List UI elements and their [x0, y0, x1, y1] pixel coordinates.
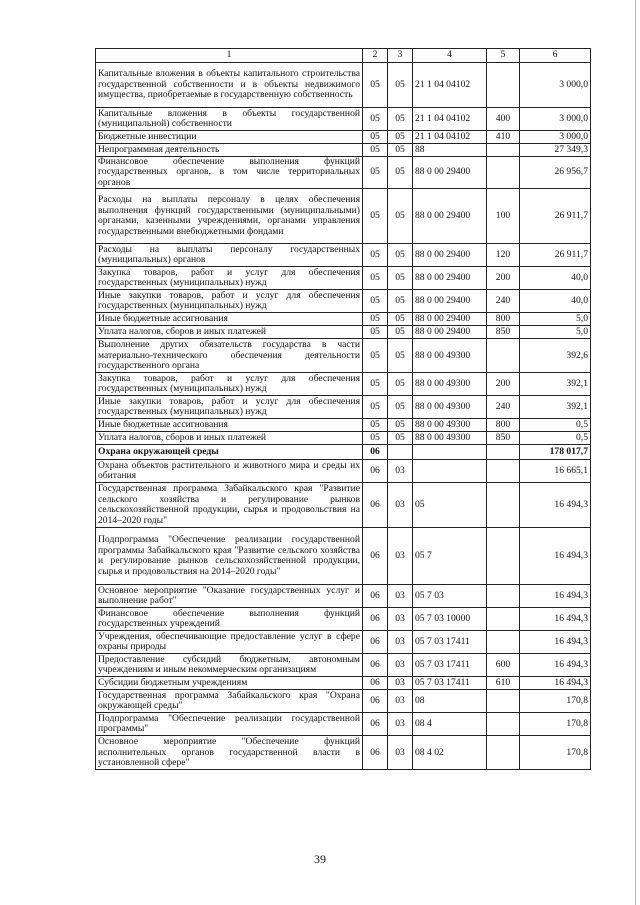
row-target-article: 88 0 00 49300 [413, 419, 487, 432]
row-section: 06 [363, 654, 388, 677]
table-row [96, 326, 591, 339]
row-name: Иные закупки товаров, работ и услуг для обеспечения государственных (муниципальных) нужд [96, 396, 363, 419]
row-name: Иные закупки товаров, работ и услуг для обеспечения государственных (муниципальных) нужд [96, 290, 363, 313]
row-expense-type [487, 63, 520, 108]
row-target-article: 05 7 03 [413, 585, 487, 608]
row-amount: 5,0 [520, 313, 591, 326]
row-expense-type [487, 585, 520, 608]
row-expense-type: 400 [487, 108, 520, 131]
row-subsection: 03 [388, 585, 413, 608]
table-row [96, 432, 591, 445]
row-name: Финансовое обеспечение выполнения функций государственных органов, в том числе территориальных органов [96, 157, 363, 189]
row-subsection: 03 [388, 713, 413, 736]
row-subsection: 05 [388, 131, 413, 144]
row-name: Предоставление субсидий бюджетным, автономным учреждениям и иным некоммерческим организациям [96, 654, 363, 677]
row-subsection: 05 [388, 373, 413, 396]
row-subsection: 05 [388, 267, 413, 290]
row-section: 05 [363, 373, 388, 396]
row-subsection: 05 [388, 419, 413, 432]
table-row [96, 713, 591, 736]
row-section: 05 [363, 290, 388, 313]
row-target-article: 88 0 00 49300 [413, 373, 487, 396]
row-target-article: 08 4 [413, 713, 487, 736]
row-target-article: 08 [413, 690, 487, 713]
row-target-article: 88 0 00 29400 [413, 267, 487, 290]
row-target-article: 88 0 00 49300 [413, 339, 487, 373]
row-target-article: 05 7 [413, 528, 487, 585]
row-expense-type [487, 445, 520, 460]
table-row [96, 460, 591, 483]
row-section: 06 [363, 608, 388, 631]
row-target-article: 05 7 03 10000 [413, 608, 487, 631]
row-target-article: 88 0 00 29400 [413, 313, 487, 326]
page-edge-shadow [635, 0, 636, 905]
table-row [96, 244, 591, 267]
row-amount: 40,0 [520, 267, 591, 290]
row-subsection: 03 [388, 460, 413, 483]
row-name: Учреждения, обеспечивающие предоставление услуг в сфере охраны природы [96, 631, 363, 654]
row-section: 05 [363, 267, 388, 290]
row-name: Иные бюджетные ассигнования [96, 313, 363, 326]
row-name: Уплата налогов, сборов и иных платежей [96, 432, 363, 445]
row-expense-type [487, 144, 520, 157]
row-section: 06 [363, 677, 388, 690]
row-expense-type [487, 713, 520, 736]
row-subsection: 05 [388, 157, 413, 189]
row-section: 06 [363, 483, 388, 528]
row-section: 06 [363, 585, 388, 608]
row-amount: 170,8 [520, 690, 591, 713]
table-row [96, 419, 591, 432]
table-row [96, 528, 591, 585]
row-target-article: 21 1 04 04102 [413, 108, 487, 131]
table-row [96, 483, 591, 528]
row-subsection: 03 [388, 528, 413, 585]
row-name: Капитальные вложения в объекты капитального строительства государственной собственности и в объекты недвижимого имущества, приобретаемые в государственную собственность [96, 63, 363, 108]
row-subsection: 03 [388, 631, 413, 654]
row-amount: 16 494,3 [520, 608, 591, 631]
table-row [96, 631, 591, 654]
table-row [96, 144, 591, 157]
row-expense-type: 850 [487, 432, 520, 445]
row-section: 06 [363, 713, 388, 736]
row-name: Непрограммная деятельность [96, 144, 363, 157]
header-cell: 1 [96, 49, 363, 63]
row-amount: 178 017,7 [520, 445, 591, 460]
row-amount: 3 000,0 [520, 131, 591, 144]
table-row [96, 736, 591, 770]
header-row [96, 49, 591, 63]
table-row [96, 373, 591, 396]
row-target-article: 88 0 00 29400 [413, 290, 487, 313]
row-amount: 16 494,3 [520, 528, 591, 585]
row-subsection: 05 [388, 313, 413, 326]
row-section: 05 [363, 131, 388, 144]
table-row [96, 290, 591, 313]
row-section: 05 [363, 326, 388, 339]
row-name: Уплата налогов, сборов и иных платежей [96, 326, 363, 339]
row-section: 05 [363, 63, 388, 108]
row-expense-type: 200 [487, 373, 520, 396]
table-row [96, 608, 591, 631]
row-target-article [413, 460, 487, 483]
row-target-article: 05 7 03 17411 [413, 677, 487, 690]
row-subsection: 05 [388, 339, 413, 373]
row-amount: 3 000,0 [520, 108, 591, 131]
row-target-article: 08 4 02 [413, 736, 487, 770]
row-amount: 16 494,3 [520, 483, 591, 528]
row-target-article: 88 0 00 29400 [413, 189, 487, 244]
row-name: Капитальные вложения в объекты государственной (муниципальной) собственности [96, 108, 363, 131]
row-subsection: 05 [388, 326, 413, 339]
row-subsection: 03 [388, 654, 413, 677]
table-row [96, 445, 591, 460]
row-target-article: 88 0 00 29400 [413, 157, 487, 189]
budget-table-container [95, 48, 590, 770]
row-amount: 170,8 [520, 713, 591, 736]
table-row [96, 131, 591, 144]
table-row [96, 585, 591, 608]
row-subsection: 05 [388, 432, 413, 445]
table-row [96, 267, 591, 290]
row-amount: 5,0 [520, 326, 591, 339]
row-subsection: 03 [388, 608, 413, 631]
table-row [96, 396, 591, 419]
row-expense-type [487, 528, 520, 585]
header-cell: 2 [363, 49, 388, 63]
row-name: Бюджетные инвестиции [96, 131, 363, 144]
row-target-article: 88 0 00 49300 [413, 396, 487, 419]
row-subsection: 03 [388, 483, 413, 528]
table-row [96, 654, 591, 677]
row-amount: 16 494,3 [520, 631, 591, 654]
row-expense-type [487, 631, 520, 654]
row-target-article [413, 445, 487, 460]
row-name: Выполнение других обязательств государства в части материально-технического обеспечения деятельности государственного органа [96, 339, 363, 373]
row-section: 06 [363, 736, 388, 770]
row-target-article: 88 0 00 29400 [413, 326, 487, 339]
row-amount: 3 000,0 [520, 63, 591, 108]
table-row [96, 313, 591, 326]
row-section: 05 [363, 339, 388, 373]
row-target-article: 05 7 03 17411 [413, 654, 487, 677]
row-subsection: 05 [388, 189, 413, 244]
row-amount: 16 494,3 [520, 585, 591, 608]
row-name: Государственная программа Забайкальского края "Развитие сельского хозяйства и регулирование рынков сельскохозяйственной продукции, сырья и продовольствия на 2014–2020 годы" [96, 483, 363, 528]
row-subsection: 05 [388, 144, 413, 157]
row-subsection: 05 [388, 290, 413, 313]
row-target-article: 21 1 04 04102 [413, 63, 487, 108]
row-amount: 0,5 [520, 419, 591, 432]
row-expense-type [487, 483, 520, 528]
row-subsection: 05 [388, 396, 413, 419]
row-amount: 26 911,7 [520, 244, 591, 267]
row-name: Государственная программа Забайкальского края "Охрана окружающей среды" [96, 690, 363, 713]
table-row [96, 189, 591, 244]
row-subsection: 03 [388, 677, 413, 690]
row-subsection: 05 [388, 244, 413, 267]
header-cell: 4 [413, 49, 487, 63]
row-expense-type [487, 157, 520, 189]
row-section: 05 [363, 313, 388, 326]
row-section: 05 [363, 108, 388, 131]
row-target-article: 21 1 04 04102 [413, 131, 487, 144]
row-target-article: 88 0 00 49300 [413, 432, 487, 445]
row-expense-type: 800 [487, 313, 520, 326]
budget-table [95, 48, 591, 770]
row-name: Подпрограмма "Обеспечение реализации государственной программы" [96, 713, 363, 736]
row-expense-type: 200 [487, 267, 520, 290]
row-amount: 40,0 [520, 290, 591, 313]
row-subsection: 03 [388, 690, 413, 713]
row-section: 05 [363, 144, 388, 157]
row-expense-type: 610 [487, 677, 520, 690]
row-expense-type: 120 [487, 244, 520, 267]
row-amount: 16 665,1 [520, 460, 591, 483]
row-name: Основное мероприятие "Обеспечение функций исполнительных органов государственной власти в установленной сфере" [96, 736, 363, 770]
row-section: 05 [363, 189, 388, 244]
row-section: 05 [363, 157, 388, 189]
row-amount: 26 911,7 [520, 189, 591, 244]
row-name: Основное мероприятие "Оказание государственных услуг и выполнение работ" [96, 585, 363, 608]
row-amount: 26 956,7 [520, 157, 591, 189]
row-section: 06 [363, 690, 388, 713]
row-amount: 392,1 [520, 373, 591, 396]
row-expense-type: 100 [487, 189, 520, 244]
row-expense-type [487, 339, 520, 373]
row-amount: 392,1 [520, 396, 591, 419]
row-section: 06 [363, 445, 388, 460]
row-name: Расходы на выплаты персоналу государственных (муниципальных) органов [96, 244, 363, 267]
row-name: Подпрограмма "Обеспечение реализации государственной программы Забайкальского края "Развитие сельского хозяйства и регулирование рынков сельскохозяйственной продукции, сырья и продовольствия на 2014–2020 годы" [96, 528, 363, 585]
header-cell: 3 [388, 49, 413, 63]
row-target-article: 05 [413, 483, 487, 528]
row-name: Иные бюджетные ассигнования [96, 419, 363, 432]
row-expense-type: 410 [487, 131, 520, 144]
table-row [96, 339, 591, 373]
table-row [96, 108, 591, 131]
table-row [96, 690, 591, 713]
row-expense-type: 240 [487, 396, 520, 419]
row-name: Субсидии бюджетным учреждениям [96, 677, 363, 690]
row-amount: 0,5 [520, 432, 591, 445]
row-expense-type [487, 460, 520, 483]
row-section: 05 [363, 244, 388, 267]
row-amount: 170,8 [520, 736, 591, 770]
row-subsection: 05 [388, 108, 413, 131]
row-subsection: 05 [388, 63, 413, 108]
row-target-article: 88 0 00 29400 [413, 244, 487, 267]
row-name: Финансовое обеспечение выполнения функций государственных учреждений [96, 608, 363, 631]
header-cell: 6 [520, 49, 591, 63]
row-expense-type: 600 [487, 654, 520, 677]
row-name: Охрана окружающей среды [96, 445, 363, 460]
header-cell: 5 [487, 49, 520, 63]
row-section: 06 [363, 460, 388, 483]
row-subsection: 03 [388, 736, 413, 770]
table-row [96, 63, 591, 108]
row-expense-type: 240 [487, 290, 520, 313]
row-amount: 16 494,3 [520, 677, 591, 690]
row-amount: 16 494,3 [520, 654, 591, 677]
row-section: 06 [363, 528, 388, 585]
row-amount: 27 349,3 [520, 144, 591, 157]
table-row [96, 677, 591, 690]
row-subsection [388, 445, 413, 460]
row-target-article: 05 7 03 17411 [413, 631, 487, 654]
table-row [96, 157, 591, 189]
row-name: Расходы на выплаты персоналу в целях обеспечения выполнения функций государственными (муниципальными) органами, казенными учреждениями, органами управления государственными внебюджетными фондами [96, 189, 363, 244]
row-section: 05 [363, 432, 388, 445]
row-name: Охрана объектов растительного и животного мира и среды их обитания [96, 460, 363, 483]
row-expense-type: 850 [487, 326, 520, 339]
row-expense-type: 800 [487, 419, 520, 432]
page-number: 39 [314, 852, 326, 866]
row-target-article: 88 [413, 144, 487, 157]
row-section: 06 [363, 631, 388, 654]
row-name: Закупка товаров, работ и услуг для обеспечения государственных (муниципальных) нужд [96, 267, 363, 290]
row-expense-type [487, 736, 520, 770]
row-expense-type [487, 608, 520, 631]
row-section: 05 [363, 419, 388, 432]
row-amount: 392,6 [520, 339, 591, 373]
row-name: Закупка товаров, работ и услуг для обеспечения государственных (муниципальных) нужд [96, 373, 363, 396]
row-section: 05 [363, 396, 388, 419]
row-expense-type [487, 690, 520, 713]
